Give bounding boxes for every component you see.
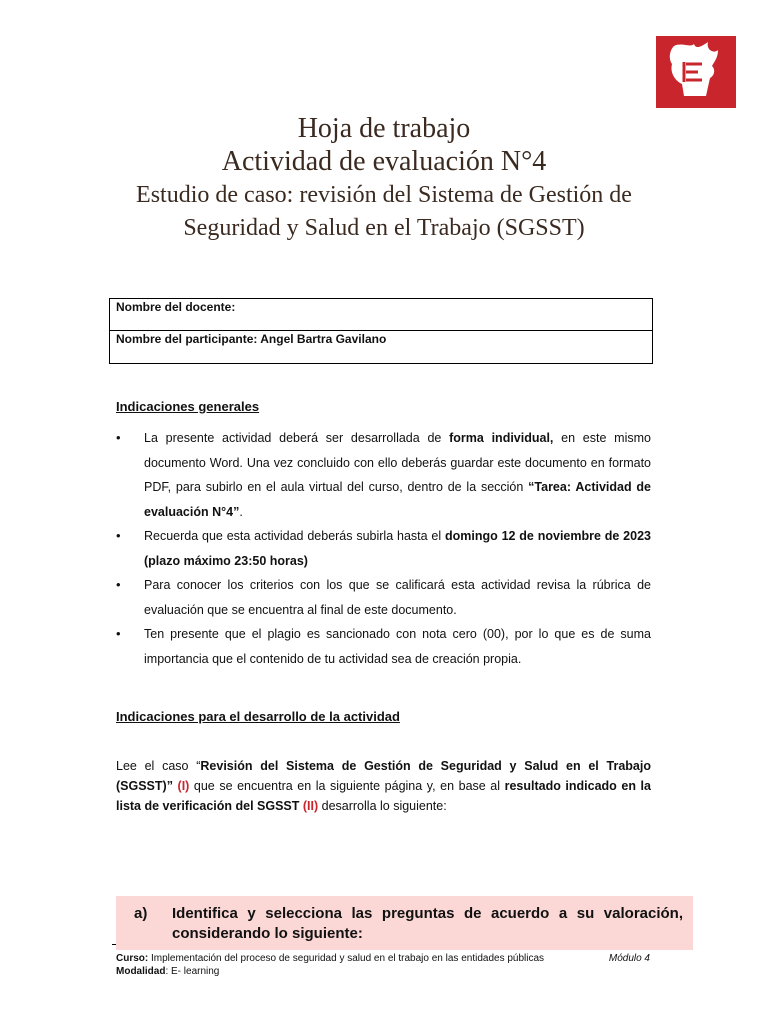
- general-instructions-list: [116, 426, 651, 671]
- document-title: Hoja de trabajo: [297, 113, 471, 144]
- task-a-callout: [116, 896, 693, 950]
- case-subtitle-line2: Seguridad y Salud en el Trabajo (SGSST): [183, 215, 585, 241]
- list-item: • Ten presente que el plagio es sancionado con nota cero (00), por lo que es de suma importancia que el contenido de tu actividad sea de creación propia.: [116, 622, 651, 671]
- general-instructions-heading: Indicaciones generales: [116, 399, 260, 414]
- footer-divider: [112, 944, 116, 945]
- module-label: Módulo 4: [608, 953, 650, 964]
- case-instructions-paragraph: Lee el caso “Revisión del Sistema de Gestión de Seguridad y Salud en el Trabajo (SGSST)” (I) que se encuentra en la siguiente página y, en base al resultado indicado en la lista de verificación del SGSST (II) desarrolla lo siguiente:: [116, 759, 651, 813]
- institution-logo-icon: [656, 36, 736, 108]
- development-instructions-heading: Indicaciones para el desarrollo de la actividad: [116, 709, 400, 724]
- participant-info-table: [109, 298, 653, 364]
- modality-line: Modalidad: E- learning: [116, 966, 220, 977]
- activity-title: Actividad de evaluación N°4: [221, 146, 547, 177]
- task-text: Identifica y selecciona las preguntas de acuerdo a su valoración, considerando lo siguiente:: [172, 905, 683, 942]
- task-letter: a): [134, 905, 148, 922]
- participant-name-field[interactable]: Nombre del participante: Angel Bartra Gavilano: [116, 332, 387, 346]
- teacher-name-field[interactable]: Nombre del docente:: [110, 299, 652, 331]
- document-title-block: [0, 112, 768, 244]
- case-subtitle-line1: Estudio de caso: revisión del Sistema de Gestión de: [136, 182, 632, 208]
- list-item: • Recuerda que esta actividad deberás subirla hasta el domingo 12 de noviembre de 2023 (plazo máximo 23:50 horas): [116, 524, 651, 573]
- list-item: • Para conocer los criterios con los que se calificará esta actividad revisa la rúbrica de evaluación que se encuentra al final de este documento.: [116, 573, 651, 622]
- list-item: • La presente actividad deberá ser desarrollada de forma individual, en este mismo documento Word. Una vez concluido con ello deberás guardar este documento en formato PDF, para subirlo en el aula virtual del curso, dentro de la sección “Tarea: Actividad de evaluación N°4”.: [116, 426, 651, 524]
- page-footer: [116, 952, 656, 978]
- course-line: Curso: Implementación del proceso de seguridad y salud en el trabajo en las entidades públicas: [116, 953, 545, 964]
